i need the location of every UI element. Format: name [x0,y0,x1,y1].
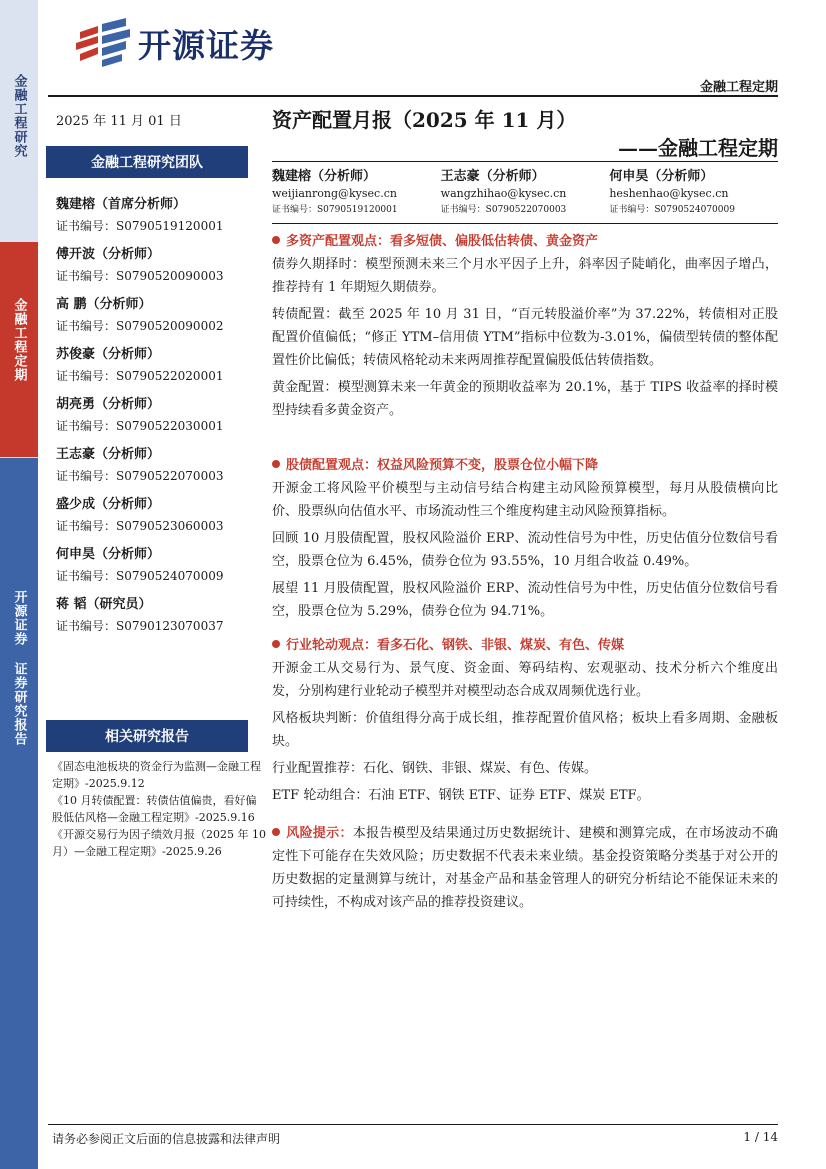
analyst-name: 何申昊（分析师） [56,547,161,562]
related-report-link[interactable]: 《开源交易行为因子绩效月报（2025 年 10 月）—金融工程定期》-2025.9.26 [52,828,266,858]
section-paragraph: 债券久期择时：模型预测未来三个月水平因子上升，斜率因子陡峭化，曲率因子增凸，推荐持有 1 年期短久期债券。 [272,257,778,295]
bullet-dot-icon [272,640,280,648]
analyst-cert: 证书编号：S0790519120001 [56,219,224,233]
side-strip [0,0,38,1169]
analyst-item [56,396,256,446]
author-cert: 证书编号：S0790522070003 [440,205,567,215]
report-subtitle: ——金融工程定期 [618,136,778,160]
section-risk [272,822,778,914]
header-divider [48,95,778,97]
authors-divider [272,223,778,224]
analyst-name: 傅开波（分析师） [56,247,161,262]
section-multi-asset [272,230,778,422]
section-paragraph: 开源金工从交易行为、景气度、资金面、筹码结构、宏观驱动、技术分析六个维度出发，分别构建行业轮动子模型并对模型动态合成双周频优选行业。 [272,661,778,699]
author-name: 魏建榕（分析师） [272,169,377,184]
analyst-list [56,196,256,646]
side-strip-research: 金融工程研究 [0,68,38,238]
author-list [272,168,778,218]
analyst-cert: 证书编号：S0790524070009 [56,569,224,583]
logo-text: 开源证券 [138,25,274,65]
section-paragraph: 展望 11 月股债配置，股权风险溢价 ERP、流动性信号为中性，历史估值分位数信号看空，股票仓位为 5.29%，债券仓位为 94.71%。 [272,581,778,619]
author-name: 何申昊（分析师） [609,169,714,184]
section-stock-bond [272,454,778,623]
section-heading: 行业轮动观点：看多石化、钢铁、非银、煤炭、有色、传媒 [272,634,778,657]
analyst-name: 胡亮勇（分析师） [56,397,161,412]
section-paragraph: 行业配置推荐：石化、钢铁、非银、煤炭、有色、传媒。 [272,761,598,776]
section-paragraph: 转债配置：截至 2025 年 10 月 31 日，“百元转股溢价率”为 37.22%，转债相对正股配置价值偏低；“修正 YTM–信用债 YTM”指标中位数为-3.01%，偏债型转债的整体配置性价比偏低；转债风格轮动未来两周推荐配置偏股低估转债指数。 [272,307,778,368]
team-title: 金融工程研究团队 [46,146,248,178]
bullet-dot-icon [272,236,280,244]
section-paragraph: 回顾 10 月股债配置，股权风险溢价 ERP、流动性信号为中性，历史估值分位数信号看空，股票仓位为 6.45%，债券仓位为 93.55%，10 月组合收益 0.49%。 [272,531,778,569]
company-logo [76,18,274,68]
author-cert: 证书编号：S0790519120001 [272,205,398,215]
analyst-name: 魏建榕（首席分析师） [56,197,187,212]
section-paragraph: 黄金配置：模型测算未来一年黄金的预期收益率为 20.1%，基于 TIPS 收益率的择时模型持续看多黄金资产。 [272,380,778,418]
author-email[interactable]: weijianrong@kysec.cn [272,187,397,200]
analyst-item [56,596,256,646]
analyst-name: 苏俊豪（分析师） [56,347,161,362]
analyst-name: 王志豪（分析师） [56,447,161,462]
author-cert: 证书编号：S0790524070009 [609,205,735,215]
footer-divider [48,1124,778,1125]
analyst-item [56,196,256,246]
risk-paragraph [272,822,778,914]
risk-label: 风险提示： [286,826,353,841]
analyst-cert: 证书编号：S0790520090002 [56,319,224,333]
related-report-link[interactable]: 《10 月转债配置：转债估值偏贵，看好偏股低估风格—金融工程定期》-2025.9.16 [52,794,257,824]
side-strip-category: 金融工程定期 [0,242,38,457]
page-number: 1 / 14 [743,1130,778,1144]
analyst-name: 盛少成（分析师） [56,497,161,512]
author-item [272,168,441,218]
author-email[interactable]: wangzhihao@kysec.cn [440,187,567,200]
header-category-tag: 金融工程定期 [699,80,778,95]
analyst-cert: 证书编号：S0790522070003 [56,469,224,483]
section-heading: 多资产配置观点：看多短债、偏股低估转债、黄金资产 [272,230,778,253]
author-name: 王志豪（分析师） [440,169,545,184]
analyst-item [56,446,256,496]
logo-mark-icon [76,18,130,68]
report-title: 资产配置月报（2025 年 11 月） [272,108,577,132]
analyst-item [56,296,256,346]
analyst-name: 蒋 韬（研究员） [56,597,152,612]
analyst-name: 高 鹏（分析师） [56,297,152,312]
related-reports-list [52,758,266,860]
analyst-item [56,346,256,396]
section-heading: 股债配置观点：权益风险预算不变，股票仓位小幅下降 [272,454,778,477]
analyst-item [56,496,256,546]
section-industry-rotation [272,634,778,807]
author-email[interactable]: heshenhao@kysec.cn [609,187,729,200]
risk-text: 本报告模型及结果通过历史数据统计、建模和测算完成，在市场波动不确定性下可能存在失效风险；历史数据不代表未来业绩。基金投资策略分类基于对公开的历史数据的定量测算与统计，对基金产品和基金管理人的研究分析结论不能保证未来的可持续性，不构成对该产品的推荐投资建议。 [272,826,778,910]
section-paragraph: ETF 轮动组合：石油 ETF、钢铁 ETF、证券 ETF、煤炭 ETF。 [272,788,650,803]
bullet-dot-icon [272,828,280,836]
related-reports-title: 相关研究报告 [46,720,248,752]
author-item [441,168,610,218]
related-report-link[interactable]: 《固态电池板块的资金行为监测—金融工程定期》-2025.9.12 [52,760,261,790]
analyst-cert: 证书编号：S0790522030001 [56,419,224,433]
bullet-dot-icon [272,460,280,468]
title-divider [272,161,778,162]
analyst-cert: 证书编号：S0790523060003 [56,519,224,533]
report-date: 2025 年 11 月 01 日 [56,114,182,129]
section-paragraph: 风格板块判断：价值组得分高于成长组，推荐配置价值风格；板块上看多周期、金融板块。 [272,711,778,749]
section-paragraph: 开源金工将风险平价模型与主动信号结合构建主动风险预算模型，每月从股债横向比价、股票纵向估值水平、市场流动性三个维度构建主动风险预算指标。 [272,481,778,519]
analyst-cert: 证书编号：S0790522020001 [56,369,224,383]
analyst-item [56,546,256,596]
author-item [609,168,778,218]
analyst-item [56,246,256,296]
footer-disclaimer: 请务必参阅正文后面的信息披露和法律声明 [52,1132,281,1146]
analyst-cert: 证书编号：S0790520090003 [56,269,224,283]
analyst-cert: 证书编号：S0790123070037 [56,619,224,633]
side-strip-brand: 开源证券 证券研究报告 [0,458,38,1169]
